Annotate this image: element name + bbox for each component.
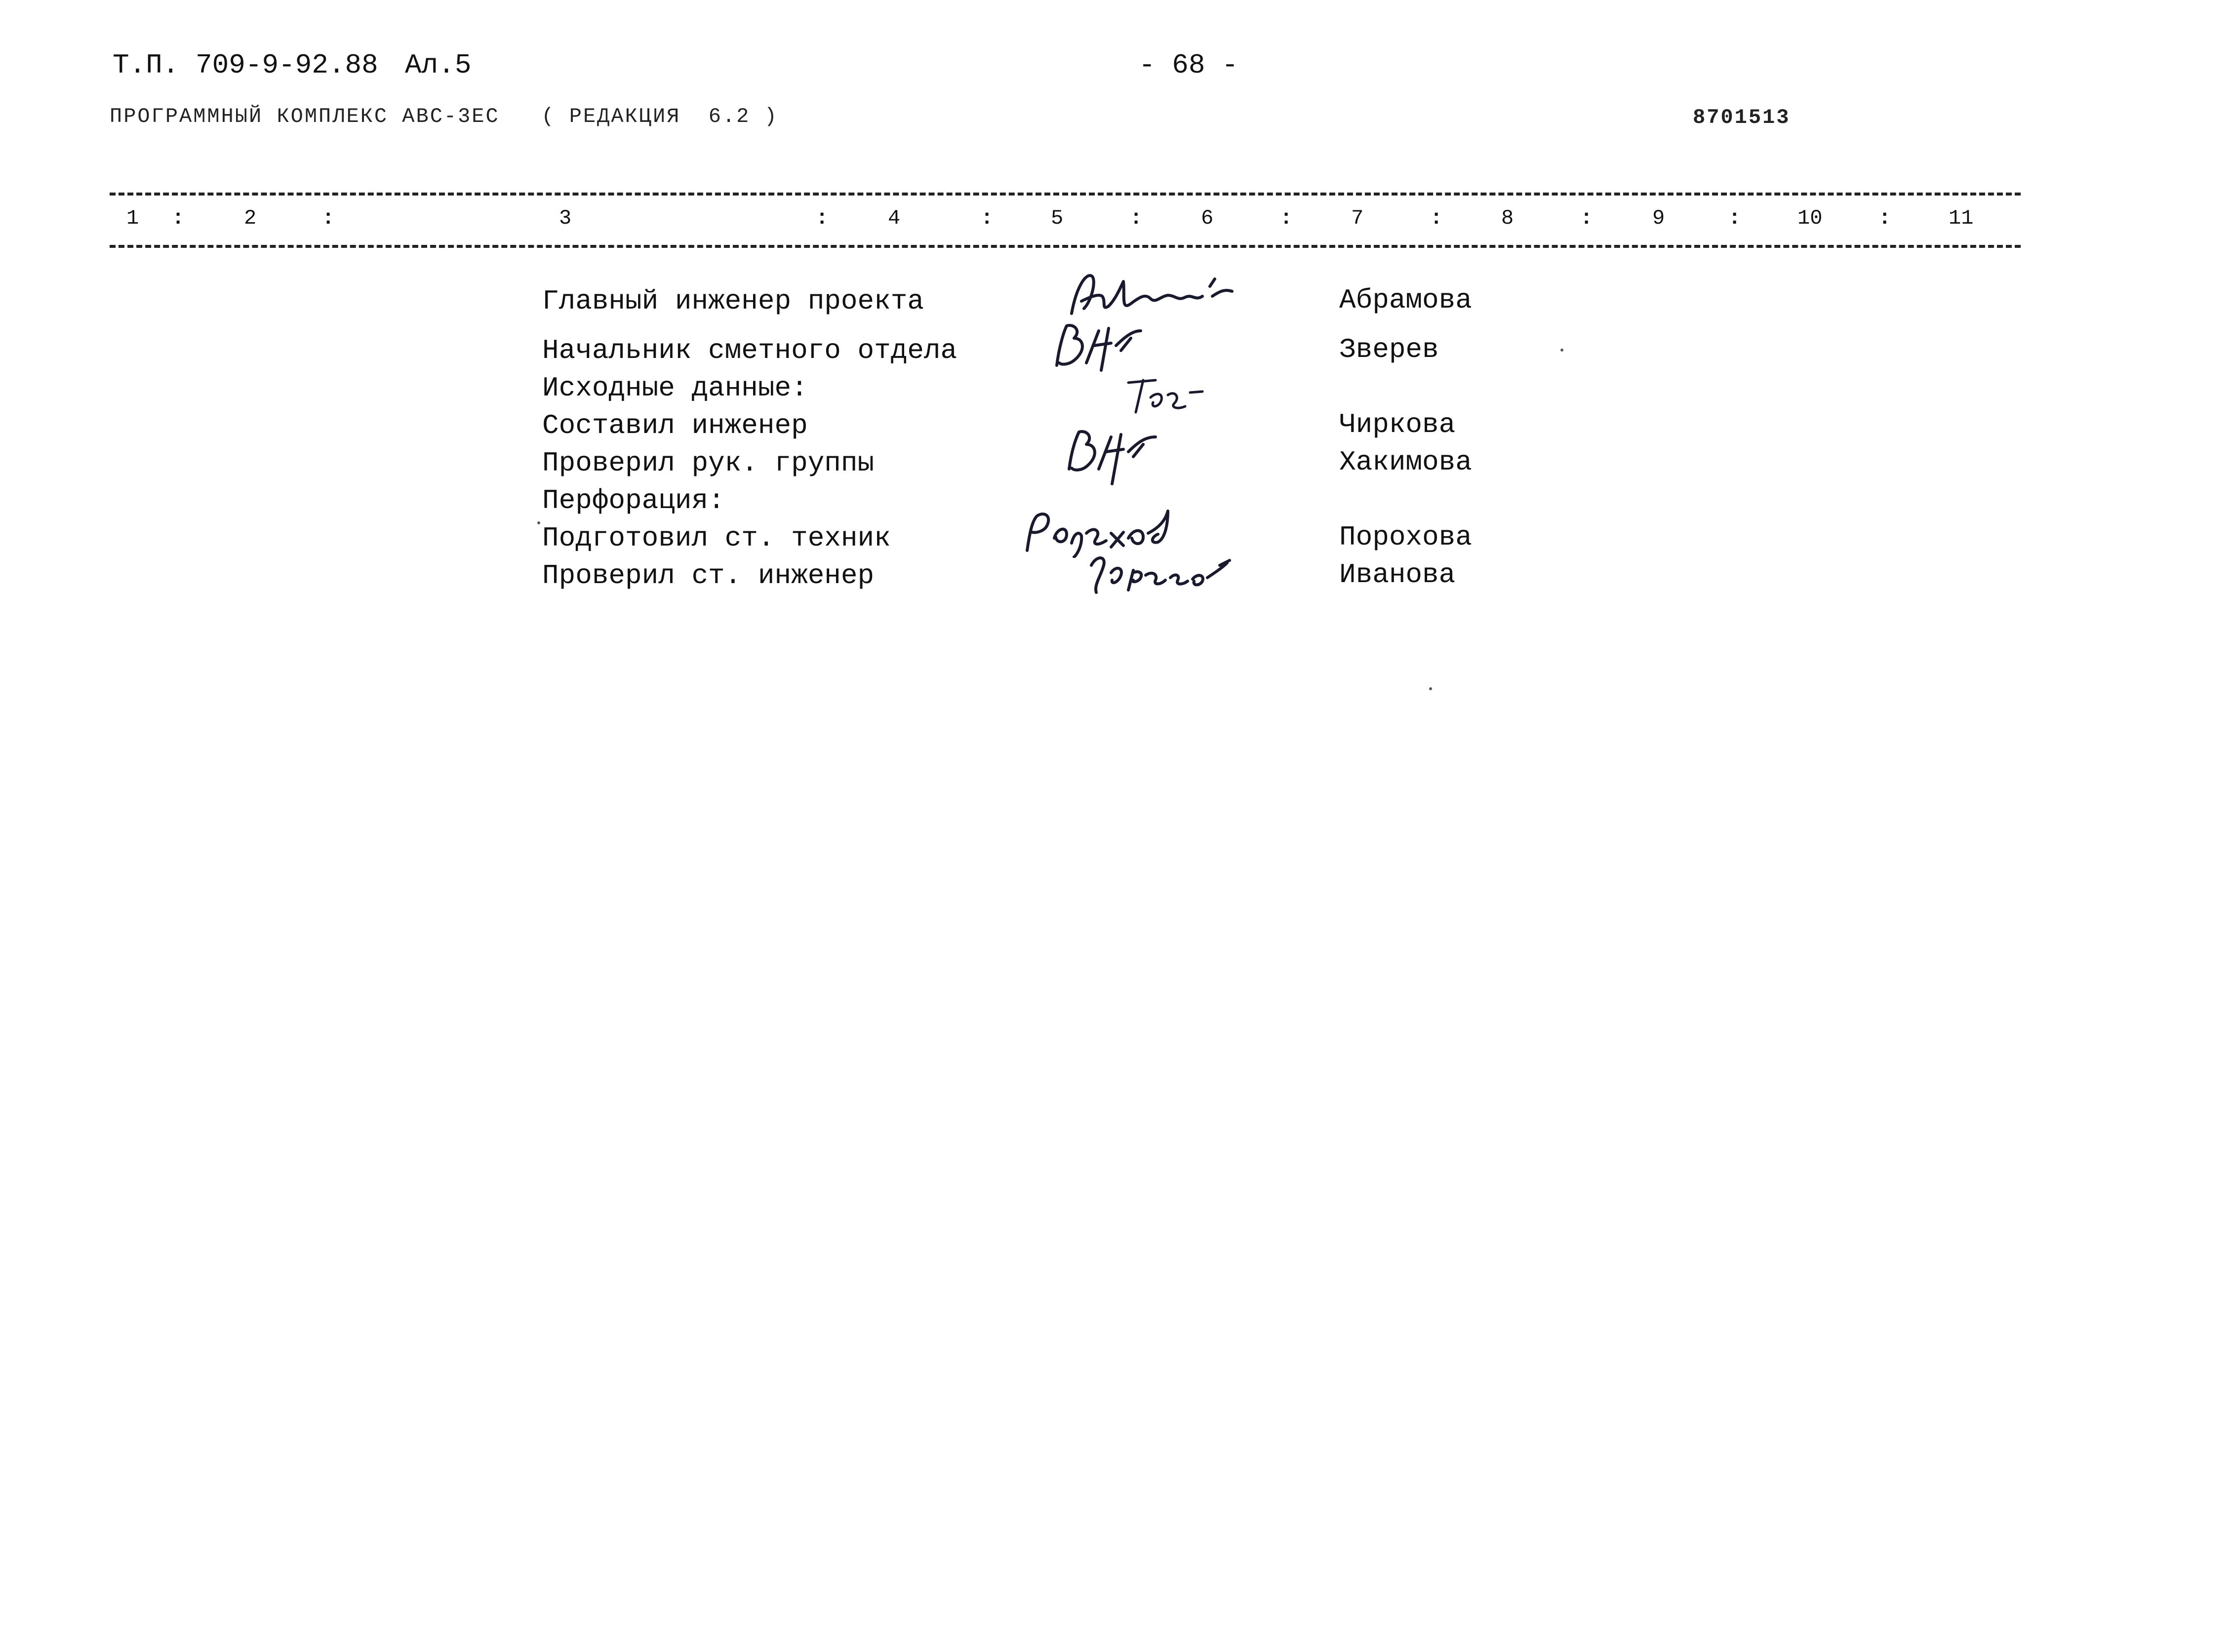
column-separator: : (1580, 206, 1593, 230)
table-bottom-rule (110, 245, 2021, 248)
column-number: 11 (1949, 206, 1974, 230)
column-number: 7 (1351, 206, 1364, 230)
signatory-name: Чиркова (1339, 409, 1456, 440)
signatory-name: Иванова (1339, 559, 1456, 590)
column-separator: : (816, 206, 829, 230)
document-code: 8701513 (1693, 106, 1791, 129)
column-number: 4 (888, 206, 901, 230)
column-number: 8 (1501, 206, 1514, 230)
column-separator: : (1878, 206, 1891, 230)
column-number: 5 (1051, 206, 1064, 230)
signatory-name: Хакимова (1339, 446, 1472, 478)
program-name: ПРОГРАММНЫЙ КОМПЛЕКС АВС-3ЕС ( РЕДАКЦИЯ 6.2 ) (110, 105, 778, 128)
signature-role: Главный инженер проекта (542, 285, 924, 317)
column-number: 1 (126, 206, 139, 230)
signatory-name: Зверев (1339, 334, 1439, 365)
table-top-rule (110, 193, 2021, 196)
column-number: 9 (1652, 206, 1665, 230)
column-separator: : (172, 206, 185, 230)
signature-role: Проверил рук. группы (542, 447, 875, 479)
column-separator: : (981, 206, 994, 230)
column-separator: : (1430, 206, 1443, 230)
scan-speck (1560, 349, 1563, 352)
handwritten-signature (1062, 267, 1239, 321)
section-label: Перфорация: (542, 485, 725, 516)
document-reference: Т.П. 709-9-92.88 (113, 49, 378, 81)
column-number: 6 (1201, 206, 1214, 230)
handwritten-signature (1121, 373, 1210, 417)
signatory-name: Порохова (1339, 521, 1472, 553)
page-number: - 68 - (1139, 49, 1238, 81)
scan-speck (1429, 687, 1432, 690)
column-number: 10 (1797, 206, 1823, 230)
signature-role: Составил инженер (542, 410, 808, 441)
scan-speck (537, 521, 540, 524)
handwritten-signature (1057, 420, 1185, 489)
handwritten-signature (1081, 546, 1239, 600)
column-number: 2 (244, 206, 257, 230)
sheet-label: Ал.5 (405, 49, 472, 81)
signature-role: Подготовил ст. техник (542, 522, 891, 554)
signature-role: Начальник сметного отдела (542, 335, 958, 366)
column-number: 3 (559, 206, 572, 230)
column-separator: : (1130, 206, 1143, 230)
section-label: Исходные данные: (542, 372, 808, 404)
column-separator: : (322, 206, 335, 230)
column-separator: : (1280, 206, 1293, 230)
column-separator: : (1728, 206, 1741, 230)
signature-role: Проверил ст. инженер (542, 560, 875, 591)
signatory-name: Абрамова (1339, 284, 1472, 316)
handwritten-signature (1047, 316, 1175, 375)
